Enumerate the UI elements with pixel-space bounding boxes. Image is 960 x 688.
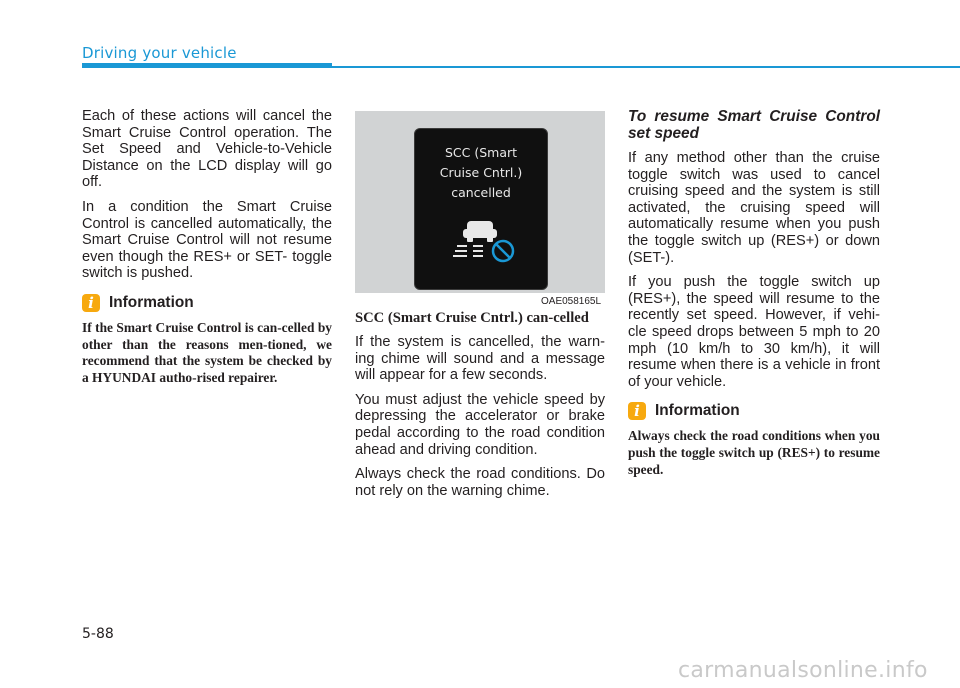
prohibited-icon [493,241,513,261]
paragraph: You must adjust the vehicle speed by depressing the accelerator or brake pedal according to the road condition ahead and driving condition. [355,391,605,458]
paragraph: Always check the road conditions. Do not rely on the warning chime. [355,466,605,499]
page-number: 5-88 [82,626,114,642]
lcd-figure [355,111,605,293]
watermark: carmanualsonline.info [678,658,928,683]
lcd-display [414,128,548,290]
paragraph: If the system is cancelled, the warn-ing chime will sound and a message will appear for a few seconds. [355,334,605,384]
information-icon: i [628,402,646,420]
subsection-heading: SCC (Smart Cruise Cntrl.) can-celled [355,310,589,326]
header-accent-bar [82,63,332,68]
information-label: Information [655,402,740,420]
information-heading [628,402,880,420]
right-column [628,108,880,486]
paragraph: In a condition the Smart Cruise Control is cancelled automatically, the Smart Cruise Control will not resume even though the RES+ or SET- toggle switch is pushed. [82,198,332,282]
header-rule [332,66,960,68]
car-lane-icon [453,221,497,257]
subsection-heading: To resume Smart Cruise Control set speed [628,108,880,142]
information-icon: i [82,294,100,312]
paragraph: If any method other than the cruise toggle switch was used to cancel cruising speed and the system is still activated, the cruising speed will automatically resume when you push the toggle switch up (RES+) or down (SET-). [628,150,880,266]
information-heading [82,294,332,312]
information-text: If the Smart Cruise Control is can-celled by other than the reasons men-tioned, we recommend that the system be checked by a HYUNDAI autho-rised repairer. [82,319,332,385]
middle-column [355,310,605,507]
left-column [82,108,332,394]
information-text: Always check the road conditions when you push the toggle switch up (RES+) to resume speed. [628,428,880,477]
paragraph: If you push the toggle switch up (RES+), the speed will resume to the recently set speed. However, if vehi-cle speed drops between 5 mph to 20 mph (10 km/h to 30 km/h), it will resume when there is a vehicle in front of your vehicle. [628,274,880,390]
scc-symbol [415,129,547,289]
lcd-line: cancelled [451,185,511,200]
section-title: Driving your vehicle [82,44,237,62]
lcd-line: Cruise Cntrl.) [439,165,523,180]
lcd-line: SCC (Smart [444,145,518,160]
information-label: Information [109,293,194,311]
figure-code: OAE058165L [541,296,602,307]
paragraph: Each of these actions will cancel the Smart Cruise Control operation. The Set Speed and Vehicle-to-Vehicle Distance on the LCD display will go off. [82,108,332,191]
